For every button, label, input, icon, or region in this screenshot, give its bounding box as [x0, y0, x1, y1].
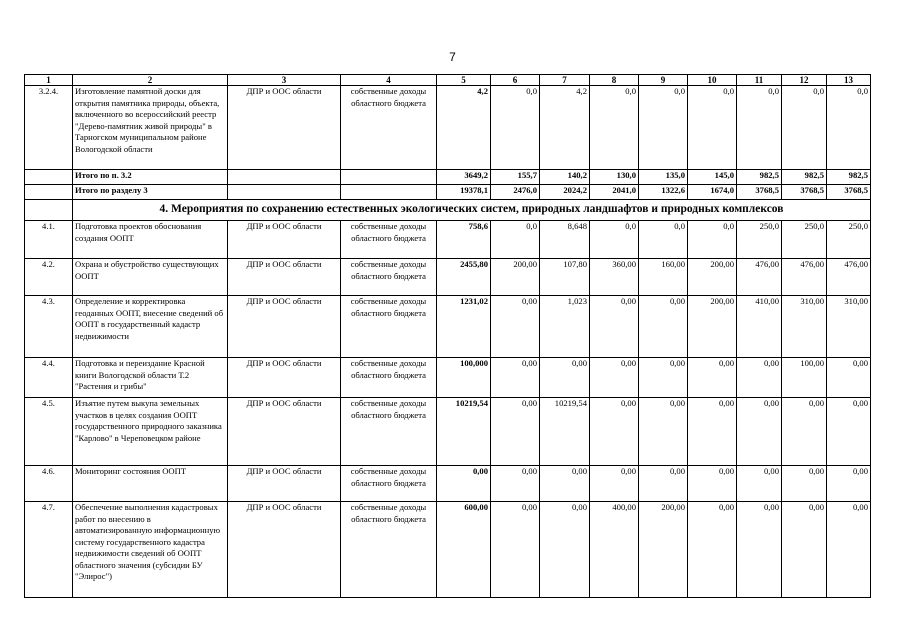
total-value: 982,5 — [737, 170, 782, 185]
item-value: 0,0 — [827, 86, 871, 170]
item-value: 0,0 — [737, 86, 782, 170]
item-value: 0,00 — [827, 502, 871, 598]
item-value: 476,00 — [827, 259, 871, 296]
column-number: 1 — [25, 75, 73, 86]
item-value: 758,6 — [437, 221, 491, 259]
item-value: 600,00 — [437, 502, 491, 598]
item-value: 400,00 — [590, 502, 639, 598]
item-value: 0,00 — [491, 296, 540, 358]
item-funding-source: собственные доходы областного бюджета — [341, 502, 437, 598]
item-value: 0,00 — [827, 466, 871, 502]
column-number: 2 — [73, 75, 228, 86]
item-number: 4.5. — [25, 398, 73, 466]
item-number: 4.4. — [25, 358, 73, 398]
column-number: 7 — [540, 75, 590, 86]
item-funding-source: собственные доходы областного бюджета — [341, 221, 437, 259]
program-table — [24, 74, 871, 598]
item-name: Определение и корректировка геоданных ООПТ, внесение сведений об ООПТ в государственный кадастр недвижимости — [73, 296, 228, 358]
table-row — [25, 358, 871, 398]
item-value: 0,00 — [437, 466, 491, 502]
item-value: 0,0 — [639, 86, 688, 170]
item-value: 200,00 — [688, 259, 737, 296]
item-value: 0,00 — [491, 502, 540, 598]
total-value: 140,2 — [540, 170, 590, 185]
item-value: 0,0 — [688, 221, 737, 259]
total-value: 3768,5 — [782, 185, 827, 200]
item-value: 0,00 — [639, 296, 688, 358]
item-funding-source: собственные доходы областного бюджета — [341, 358, 437, 398]
item-value: 476,00 — [737, 259, 782, 296]
item-value: 0,0 — [491, 86, 540, 170]
item-value: 310,00 — [782, 296, 827, 358]
column-number: 3 — [228, 75, 341, 86]
table-row — [25, 296, 871, 358]
table-row — [25, 259, 871, 296]
section-empty — [25, 200, 73, 221]
item-value: 250,0 — [782, 221, 827, 259]
total-empty — [228, 185, 341, 200]
total-value: 145,0 — [688, 170, 737, 185]
item-name: Обеспечение выполнения кадастровых работ по внесению в автоматизированную информационную систему государственного кадастра недвижимости сведений об ООПТ областного значения (субсидии БУ "Элирос") — [73, 502, 228, 598]
column-number: 11 — [737, 75, 782, 86]
total-label: Итого по п. 3.2 — [73, 170, 228, 185]
item-number: 3.2.4. — [25, 86, 73, 170]
item-value: 0,00 — [590, 398, 639, 466]
item-value: 476,00 — [782, 259, 827, 296]
item-executor: ДПР и ООС области — [228, 296, 341, 358]
item-value: 0,00 — [782, 466, 827, 502]
item-value: 0,00 — [540, 358, 590, 398]
column-number: 9 — [639, 75, 688, 86]
item-value: 0,0 — [688, 86, 737, 170]
item-value: 107,80 — [540, 259, 590, 296]
item-value: 0,00 — [782, 502, 827, 598]
item-value: 0,00 — [491, 398, 540, 466]
item-funding-source: собственные доходы областного бюджета — [341, 259, 437, 296]
item-number: 4.2. — [25, 259, 73, 296]
table-row — [25, 221, 871, 259]
item-name: Изготовление памятной доски для открытия памятника природы, объекта, включенного во всероссийский реестр "Дерево-памятник живой природы" в Тарногском муниципальном районе Вологодской области — [73, 86, 228, 170]
column-number: 6 — [491, 75, 540, 86]
item-value: 360,00 — [590, 259, 639, 296]
item-value: 0,00 — [737, 466, 782, 502]
table-row — [25, 86, 871, 170]
item-executor: ДПР и ООС области — [228, 86, 341, 170]
item-value: 0,00 — [639, 466, 688, 502]
item-executor: ДПР и ООС области — [228, 502, 341, 598]
total-value: 2024,2 — [540, 185, 590, 200]
total-empty — [25, 170, 73, 185]
item-value: 4,2 — [540, 86, 590, 170]
column-number: 12 — [782, 75, 827, 86]
item-value: 0,00 — [491, 466, 540, 502]
total-value: 155,7 — [491, 170, 540, 185]
item-value: 200,00 — [491, 259, 540, 296]
item-value: 100,000 — [437, 358, 491, 398]
item-name: Изъятие путем выкупа земельных участков в целях создания ООПТ государственного природного заказника "Карлово" в Череповецком районе — [73, 398, 228, 466]
item-executor: ДПР и ООС области — [228, 466, 341, 502]
item-value: 0,0 — [782, 86, 827, 170]
column-number: 4 — [341, 75, 437, 86]
item-number: 4.6. — [25, 466, 73, 502]
item-name: Охрана и обустройство существующих ООПТ — [73, 259, 228, 296]
item-name: Мониторинг состояния ООПТ — [73, 466, 228, 502]
item-value: 0,00 — [590, 296, 639, 358]
total-value: 1674,0 — [688, 185, 737, 200]
total-value: 3649,2 — [437, 170, 491, 185]
item-executor: ДПР и ООС области — [228, 398, 341, 466]
total-empty — [25, 185, 73, 200]
item-value: 0,0 — [590, 86, 639, 170]
total-value: 130,0 — [590, 170, 639, 185]
item-number: 4.3. — [25, 296, 73, 358]
table-row — [25, 398, 871, 466]
item-value: 0,00 — [590, 358, 639, 398]
total-value: 3768,5 — [827, 185, 871, 200]
item-name: Подготовка и переиздание Красной книги Вологодской области Т.2 "Растения и грибы" — [73, 358, 228, 398]
item-funding-source: собственные доходы областного бюджета — [341, 86, 437, 170]
column-number: 5 — [437, 75, 491, 86]
total-row — [25, 185, 871, 200]
total-value: 2041,0 — [590, 185, 639, 200]
item-value: 0,00 — [737, 398, 782, 466]
item-value: 100,00 — [782, 358, 827, 398]
item-value: 1231,02 — [437, 296, 491, 358]
total-empty — [341, 185, 437, 200]
section-heading-row — [25, 200, 871, 221]
item-value: 0,00 — [688, 502, 737, 598]
item-value: 0,0 — [590, 221, 639, 259]
item-value: 200,00 — [688, 296, 737, 358]
item-value: 0,0 — [491, 221, 540, 259]
item-value: 0,00 — [688, 466, 737, 502]
total-value: 982,5 — [827, 170, 871, 185]
item-value: 0,00 — [639, 358, 688, 398]
item-value: 0,00 — [737, 502, 782, 598]
item-value: 0,00 — [491, 358, 540, 398]
item-value: 0,00 — [688, 398, 737, 466]
item-value: 0,00 — [827, 398, 871, 466]
item-value: 0,00 — [540, 466, 590, 502]
total-empty — [228, 170, 341, 185]
total-value: 19378,1 — [437, 185, 491, 200]
total-label: Итого по разделу 3 — [73, 185, 228, 200]
item-value: 0,0 — [639, 221, 688, 259]
column-number: 10 — [688, 75, 737, 86]
item-funding-source: собственные доходы областного бюджета — [341, 296, 437, 358]
item-number: 4.7. — [25, 502, 73, 598]
item-value: 8,648 — [540, 221, 590, 259]
column-number: 8 — [590, 75, 639, 86]
total-row — [25, 170, 871, 185]
total-value: 135,0 — [639, 170, 688, 185]
item-executor: ДПР и ООС области — [228, 358, 341, 398]
item-funding-source: собственные доходы областного бюджета — [341, 398, 437, 466]
item-value: 160,00 — [639, 259, 688, 296]
item-value: 4,2 — [437, 86, 491, 170]
item-value: 10219,54 — [540, 398, 590, 466]
total-empty — [341, 170, 437, 185]
item-executor: ДПР и ООС области — [228, 221, 341, 259]
item-value: 0,00 — [688, 358, 737, 398]
page-number: 7 — [449, 50, 456, 64]
column-number: 13 — [827, 75, 871, 86]
total-value: 982,5 — [782, 170, 827, 185]
item-value: 10219,54 — [437, 398, 491, 466]
total-value: 3768,5 — [737, 185, 782, 200]
item-value: 0,00 — [590, 466, 639, 502]
item-executor: ДПР и ООС области — [228, 259, 341, 296]
table-row — [25, 502, 871, 598]
item-value: 0,00 — [540, 502, 590, 598]
total-value: 2476,0 — [491, 185, 540, 200]
item-number: 4.1. — [25, 221, 73, 259]
item-value: 250,0 — [827, 221, 871, 259]
item-value: 200,00 — [639, 502, 688, 598]
item-value: 250,0 — [737, 221, 782, 259]
total-value: 1322,6 — [639, 185, 688, 200]
item-value: 0,00 — [827, 358, 871, 398]
item-name: Подготовка проектов обоснования создания ООПТ — [73, 221, 228, 259]
table-row — [25, 466, 871, 502]
item-value: 410,00 — [737, 296, 782, 358]
item-value: 310,00 — [827, 296, 871, 358]
item-value: 0,00 — [737, 358, 782, 398]
item-value: 1,023 — [540, 296, 590, 358]
item-value: 0,00 — [782, 398, 827, 466]
item-value: 2455,80 — [437, 259, 491, 296]
column-numbers-row — [25, 75, 871, 86]
section-title: 4. Мероприятия по сохранению естественных экологических систем, природных ландшафтов и природных комплексов — [73, 200, 871, 221]
item-value: 0,00 — [639, 398, 688, 466]
item-funding-source: собственные доходы областного бюджета — [341, 466, 437, 502]
